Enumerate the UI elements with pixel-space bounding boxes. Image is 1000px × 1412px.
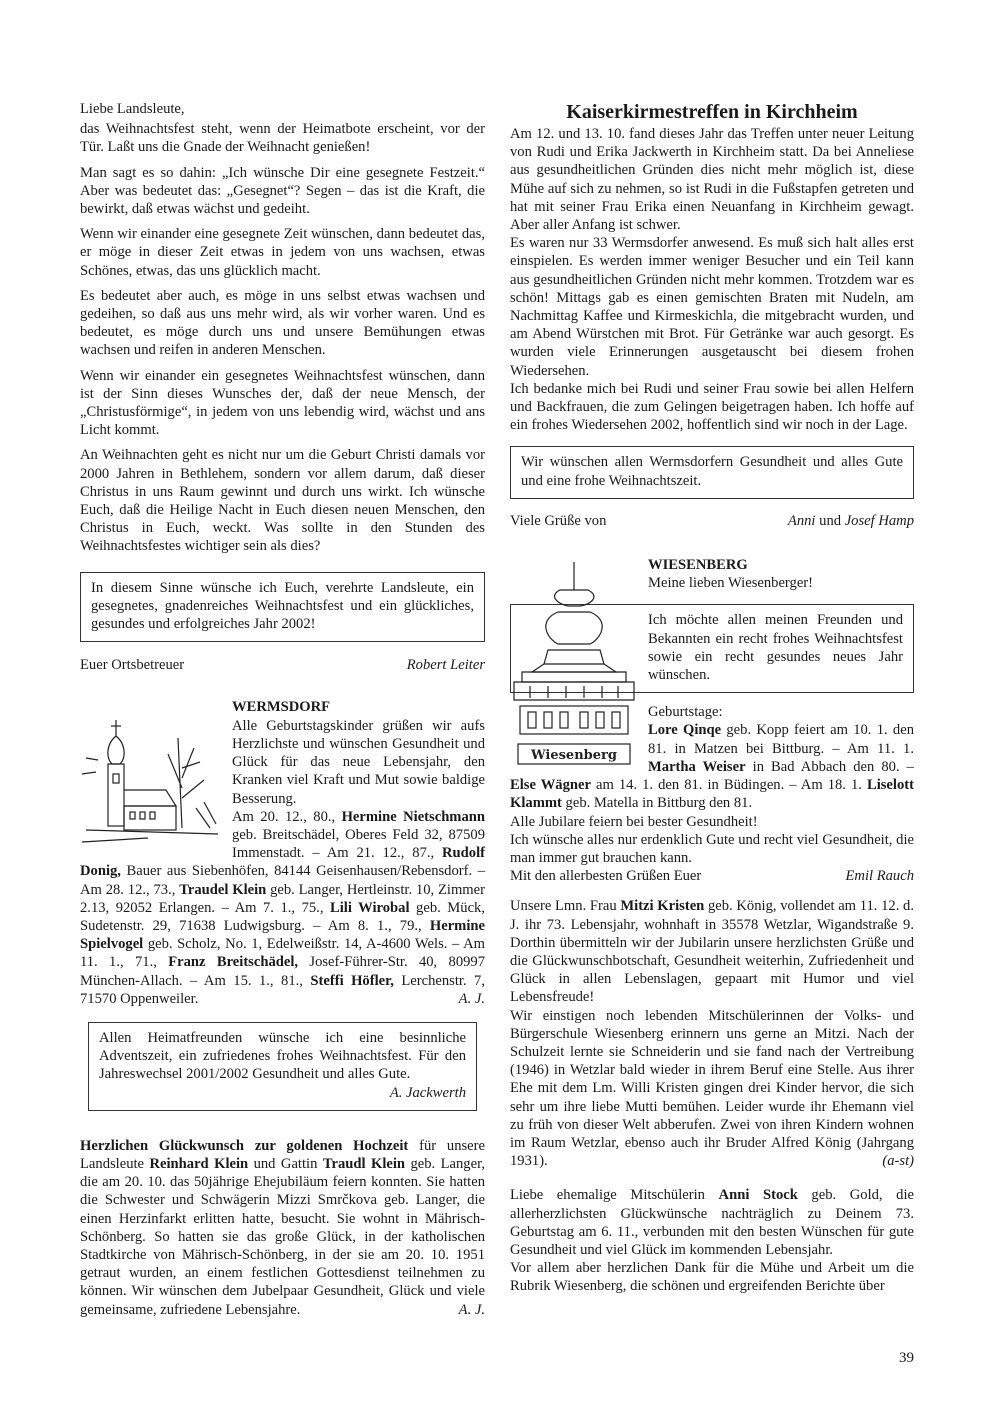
greeting: Viele Grüße von — [510, 512, 607, 529]
right-column — [510, 100, 914, 1296]
closing: Euer Ortsbetreuer — [80, 657, 185, 674]
wiesenberg-title: WIESENBERG — [648, 557, 748, 574]
stock-paragraph-2: Vor allem aber herzlichen Dank für die Mühe und Arbeit um die Rubrik Wiesenberg, die schönen und ergreifenden Berichte über — [510, 1260, 914, 1295]
hamp-signature-row — [510, 512, 914, 530]
wermsdorf-section — [80, 698, 485, 1007]
wermsdorf-birthdays: Am 20. 12., 80., Hermine Nietschmann geb. Breitschädel, Oberes Feld 32, 87509 Immenstadt. – Am 21. 12., 87., Rudolf Donig, Bauer aus Siebenhöfen, 84144 Geisenhausen/Rebensdorf. – Am 28. 12., 73., Traudel Klein geb. Langer, Hertleinstr. 10, Zimmer 2.13, 92052 Erlangen. – Am 7. 1., 75., Lili Wirobal geb. Mück, Sudetenstr. 29, 71638 Ludwigsburg. – Am 8. 1., 79., Hermine Spielvogel geb. Scholz, No. 1, Edelweißstr. 14, A-4600 Wels. – Am 11. 1., 71., Franz Breitschädel, Josef-Führer-Str. 40, 80997 München-Allach. – Am 15. 1., 81., Steffi Höfler, Lerchenstr. 7, 71570 Oppenweiler. A. J. — [80, 808, 486, 1007]
wermsdorf-wish-box — [88, 1022, 477, 1111]
paragraph: An Weihnachten geht es nicht nur um die Geburt Christi damals vor 2000 Jahren in Bethlehem, sondern vor allem darum, daß dieser Christus in uns Raum gewinnt und durch uns wirkt. Ich wünsche Euch, daß die Heilige Nacht in Euch diesen neuen Menschen, den Christus in Euch, weckt. Was sollte in den Stunden des Weihnachtsfestes wichtiger sein als dies? — [80, 447, 485, 555]
wiesenberg-castle-sketch — [508, 560, 640, 770]
stock-paragraph: Liebe ehemalige Mitschülerin Anni Stock geb. Gold, die allerherzlichsten Glückwünsche nachträglich zu Deinem 73. Geburtstag am 6. 11., verbunden mit den besten Wünschen für gute Gesundheit und viel Glück im kommenden Lebensjahr. — [510, 1187, 914, 1258]
wiesenberg-intro: Meine lieben Wiesenberger! — [648, 575, 814, 592]
kirmes-title: Kaiserkirmestreffen in Kirchheim — [566, 101, 858, 123]
wermsdorf-church-sketch — [78, 718, 224, 850]
paragraph: Am 12. und 13. 10. fand dieses Jahr das Treffen unter neuer Leitung von Rudi und Erika Jackwerth in Kirchheim statt. Da bei Anneliese aus gesundheitlichen Gründen dies nicht mehr möglich ist, diese Mühe auf sich zu nehmen, so ist Rudi in die Fußstapfen getreten und hat mit seiner Frau Erika einen Neuanfang in Kirchheim gewagt. Aber aller Anfang ist schwer. — [510, 126, 914, 234]
closing: Mit den allerbesten Grüßen Euer — [510, 868, 702, 885]
birthdays-label: Geburtstage: — [648, 704, 723, 721]
signature: Emil Rauch — [845, 868, 914, 885]
signature: Anni und Josef Hamp — [787, 512, 914, 529]
kristen-paragraph-2: Wir einstigen noch lebenden Mitschülerinnen der Volks- und Bürgerschule Wiesenberg erinnern uns gerne an Mitzi. Nach der Schulzeit lernte sie Schneiderin und sie fand nach der Vertreibung (1946) in Wetzlar bald wieder in ihrem Beruf eine Stelle. Aus ihrer Ehe mit dem Lm. Willi Kristen gingen drei Kinder hervor, die sich sehr um ihre liebe Mutti bemühen. Leider wurde ihr Ehemann viel zu früh von dieser Welt abberufen. Zwei von ihren Kindern wohnen im Raum Wetzlar, ebenso auch ihr Bruder Alfred König (Jahrgang 1931). (a-st) — [510, 1007, 914, 1170]
greeting: Liebe Landsleute, — [80, 101, 185, 117]
wermsdorf-intro: Alle Geburtstagskinder grüßen wir aufs Herzlichste und wünschen Gesundheit und Glück für das neue Lebensjahr, den Kranken viel Kraft und Mut sowie baldige Besserung. — [232, 717, 485, 807]
wiesenberg-sketch-label: Wiesenberg — [531, 748, 617, 764]
kirmes-wish-box — [510, 446, 914, 498]
wermsdorf-title: WERMSDORF — [232, 699, 331, 716]
paragraph: Es bedeutet aber auch, es möge in uns selbst etwas wachsen und gedeihen, so daß aus uns mehr wird, als wir vorher waren. Und es bedeutet, es möge durch uns und unsere Bemühungen etwas wachsen und reifen in anderen Menschen. — [80, 287, 485, 359]
initials: A. J. — [458, 1301, 485, 1318]
kirmes-wish-text: Wir wünschen allen Wermsdorfern Gesundheit und alles Gute und eine frohe Weihnachtszeit. — [521, 454, 903, 489]
left-column — [80, 100, 485, 1319]
wiesenberg-section — [510, 556, 914, 812]
golden-wedding: Herzlichen Glückwunsch zur goldenen Hochzeit für unsere Landsleute Reinhard Klein und Gattin Traudl Klein geb. Langer, die am 20. 10. das 50jährige Ehejubiläum feiern konnten. Sie hatten die Schwester und Schwägerin Mizzi Smrčkova geb. Langer, die einen Herzinfarkt erlitten hatte, besucht. Sie wohnt in Mährisch-Schönberg. So hatten sie das große Glück, in der katholischen Stadtkirche von Mährisch-Schönberg, in der sie am 20. 10. 1951 getraut wurden, an einem festlichen Gottesdienst teilnehmen zu können. Wir wünschen dem Jubelpaar Gesundheit, Glück und viele gemeinsame, zufriedene Lebensjahre. A. J. — [80, 1137, 485, 1318]
paragraph: Man sagt es so dahin: „Ich wünsche Dir eine gesegnete Festzeit.“ Aber was bedeutet das: „Gesegnet“? Segen – das ist die Kraft, die bewirkt, daß etwas wächst und gedeiht. — [80, 164, 485, 218]
wermsdorf-wish-text: Allen Heimatfreunden wünsche ich eine besinnliche Adventszeit, ein zufriedenes frohes Weihnachtsfest. Für den Jahreswechsel 2001/2002 Gesundheit und alles Gute. — [99, 1029, 466, 1083]
line: Ich wünsche alles nur erdenklich Gute und recht viel Gesundheit, die man immer gut brauchen kann. — [510, 831, 914, 866]
paragraph: Ich bedanke mich bei Rudi und seiner Frau sowie bei allen Helfern und Backfrauen, die zum Gelingen beigetragen haben. Ich hoffe auf ein frohes Wiedersehen 2002, hoffentlich sind wir noch in der Lage. — [510, 380, 914, 434]
wermsdorf-wish-signature: A. Jackwerth — [389, 1084, 466, 1101]
paragraph: Wenn wir einander ein gesegnetes Weihnachtsfest wünschen, dann ist der Sinn dieses Wunsches der, daß der neue Mensch, der „Christusförmige“, in jedem von uns lebendig wird, wächst und ans Licht kommt. — [80, 367, 485, 439]
page-number: 39 — [899, 1350, 914, 1366]
initials: A. J. — [458, 990, 485, 1007]
wish-box-text: In diesem Sinne wünsche ich Euch, verehrte Landsleute, ein gesegnetes, gnadenreiches Weihnachtsfest und ein glückliches, gesundes und erfolgreiches Jahr 2002! — [91, 579, 474, 633]
signature-row — [80, 656, 485, 674]
initials: (a-st) — [882, 1153, 914, 1170]
paragraph: Wenn wir einander eine gesegnete Zeit wünschen, dann bedeutet das, er möge in dieser Zeit etwas in jedem von uns wachsen, etwas Schönes, etwas, das uns glücklich macht. — [80, 226, 485, 279]
paragraph: das Weihnachtsfest steht, wenn der Heimatbote erscheint, vor der Tür. Laßt uns die Gnade der Weihnacht genießen! — [80, 121, 485, 156]
wiesenberg-wish-text: Ich möchte allen meinen Freunden und Bekannten ein recht frohes Weihnachtsfest sowie ein recht gesundes neues Jahr wünschen. — [648, 612, 903, 684]
wish-box — [80, 572, 485, 643]
kristen-paragraph: Unsere Lmn. Frau Mitzi Kristen geb. König, vollendet am 11. 12. d. J. ihr 73. Lebensjahr, wohnhaft in 35578 Wetzlar, Wigandstraße 9. Dorthin übermitteln wir der Jubilarin unsere herzlichsten Grüße und die Glückwunschbotschaft, Gesundheit weiterhin, Zufriedenheit und Glück in allen Lebenslagen, gepaart mit Humor und viel Lebensfreude! — [510, 898, 914, 1006]
paragraph: Es waren nur 33 Wermsdorfer anwesend. Es muß sich halt alles erst einspielen. Es werden immer weniger Besucher und ein Teil kann aus gesundheitlichen Gründen nicht mehr kommen. Trotzdem war es schön! Mittags gab es einen gemischten Braten mit Nudeln, am Nachmittag Kaffee und Kirmeskichla, die mitgebracht wurden, und am Abend Würstchen mit Brot. Für Getränke war auch gesorgt. Es wurden viele Erinnerungen ausgetauscht bei diesem frohen Wiedersehen. — [510, 235, 914, 379]
rauch-signature-row — [510, 867, 914, 885]
signature: Robert Leiter — [406, 657, 485, 674]
line: Alle Jubilare feiern bei bester Gesundheit! — [510, 813, 758, 830]
wiesenberg-birthdays: Lore Qinqe geb. Kopp feiert am 10. 1. den 81. in Matzen bei Bittburg. – Am 11. 1. Martha Weiser in Bad Abbach den 80. – Else Wägner am 14. 1. den 81. in Büdingen. – Am 18. 1. Liselott Klammt geb. Matella in Bittburg den 81. — [510, 722, 914, 812]
